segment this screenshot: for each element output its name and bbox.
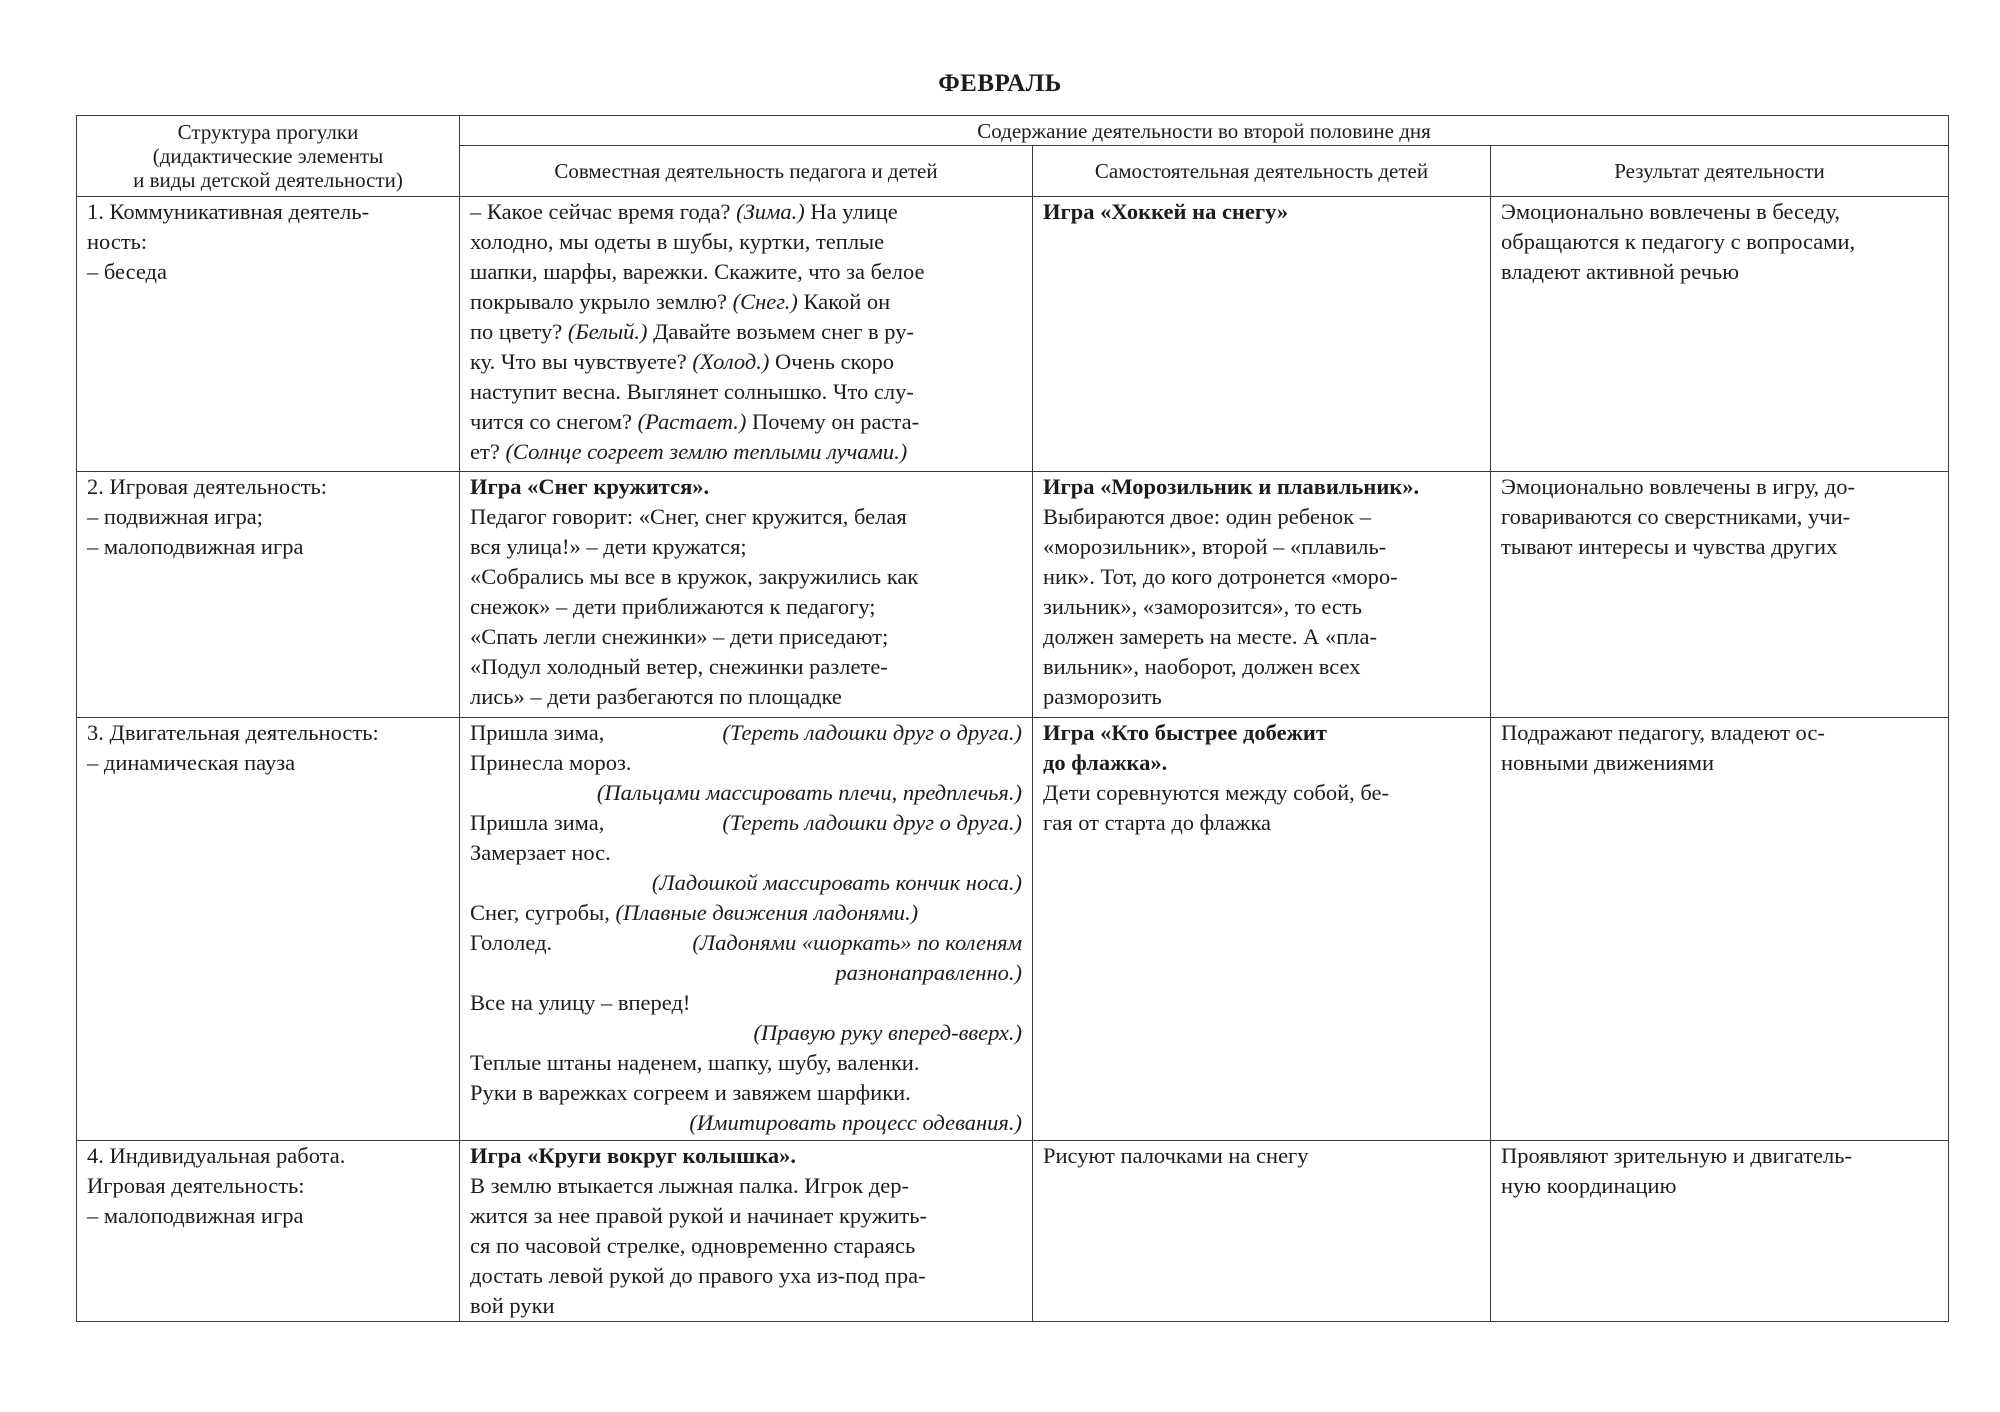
text-line: «Подул холодный ветер, снежинки разлете- <box>470 654 888 679</box>
game-title: Игра «Морозильник и плавильник». <box>1043 474 1420 499</box>
text-line: новными движениями <box>1501 750 1715 775</box>
page-title: ФЕВРАЛЬ <box>938 70 1062 97</box>
text-line: Эмоционально вовлечены в беседу, <box>1501 199 1841 224</box>
result-cell <box>1491 472 1949 718</box>
instruction-text: (Зима.) <box>736 199 805 224</box>
text-fragment: ет? <box>470 439 506 464</box>
text-line <box>470 347 1022 377</box>
result-cell <box>1491 718 1949 1141</box>
text-line: наступит весна. Выглянет солнышко. Что слу- <box>470 379 914 404</box>
text-fragment: покрывало укрыло землю? <box>470 289 733 314</box>
text-line: Педагог говорит: «Снег, снег кружится, белая <box>470 504 907 529</box>
text-fragment: – Какое сейчас время года? <box>470 199 737 224</box>
text-line: снежок» – дети приближаются к педагогу; <box>470 594 876 619</box>
text-line: Все на улицу – вперед! <box>470 990 691 1015</box>
text-line: В землю втыкается лыжная палка. Игрок дер- <box>470 1173 909 1198</box>
text-line: Эмоционально вовлечены в игру, до- <box>1501 474 1856 499</box>
text-fragment: Гололед. <box>470 930 553 955</box>
text-line: – малоподвижная игра <box>87 1203 304 1228</box>
instruction-text: (Ладонями «шоркать» по коленям <box>692 930 1022 955</box>
text-line: 1. Коммуникативная деятель- <box>87 199 370 224</box>
text-fragment: Очень скоро <box>769 349 895 374</box>
text-line: Замерзает нос. <box>470 840 611 865</box>
text-line: – подвижная игра; <box>87 504 263 529</box>
text-fragment: чится со снегом? <box>470 409 638 434</box>
text-fragment: Какой он <box>797 289 891 314</box>
header-structure <box>77 116 460 197</box>
joint-activity-cell <box>460 718 1033 1141</box>
header-row <box>77 116 1949 146</box>
result-cell <box>1491 197 1949 472</box>
structure-cell <box>77 1141 460 1322</box>
text-line <box>470 287 1022 317</box>
text-line: ник». Тот, до кого дотронется «моро- <box>1043 564 1398 589</box>
text-line: Игровая деятельность: <box>87 1173 305 1198</box>
independent-activity-cell <box>1033 472 1491 718</box>
text-line: Проявляют зрительную и двигатель- <box>1501 1143 1852 1168</box>
text-line <box>470 197 1022 227</box>
text-line: достать левой рукой до правого уха из-под пра- <box>470 1263 926 1288</box>
text-line: 2. Игровая деятельность: <box>87 474 328 499</box>
instruction-text: (Тереть ладошки друг о друга.) <box>722 810 1022 835</box>
instruction-text: (Белый.) <box>567 319 648 344</box>
structure-cell <box>77 197 460 472</box>
header-result: Результат деятельности <box>1491 146 1949 197</box>
text-line: Выбираются двое: один ребенок – <box>1043 504 1371 529</box>
text-line: «морозильник», второй – «плавиль- <box>1043 534 1387 559</box>
text-line: ную координацию <box>1501 1173 1677 1198</box>
joint-activity-cell <box>460 1141 1033 1322</box>
instruction-text: (Тереть ладошки друг о друга.) <box>722 720 1022 745</box>
text-fragment <box>77 116 1949 1322</box>
text-line: должен замереть на месте. А «пла- <box>1043 624 1377 649</box>
text-line: и виды детской деятельности) <box>133 168 403 192</box>
text-line: вся улица!» – дети кружатся; <box>470 534 747 559</box>
text-line: Подражают педагогу, владеют ос- <box>1501 720 1825 745</box>
structure-cell <box>77 718 460 1141</box>
text-line: говариваются со сверстниками, учи- <box>1501 504 1851 529</box>
text-line: – беседа <box>87 259 167 284</box>
text-line: лись» – дети разбегаются по площадке <box>470 684 842 709</box>
text-line: ность: <box>87 229 148 254</box>
text-line <box>470 928 1022 958</box>
activity-table <box>76 115 1949 1322</box>
header-joint: Совместная деятельность педагога и детей <box>460 146 1033 197</box>
text-line: «Собрались мы все в кружок, закружились как <box>470 564 919 589</box>
text-line: Принесла мороз. <box>470 750 632 775</box>
independent-activity-cell <box>1033 197 1491 472</box>
text-line: ся по часовой стрелке, одновременно стараясь <box>470 1233 916 1258</box>
text-line: владеют активной речью <box>1501 259 1740 284</box>
text-fragment: Давайте возьмем снег в ру- <box>647 319 914 344</box>
instruction-text: (Снег.) <box>732 289 798 314</box>
instruction-text: разнонаправленно.) <box>835 960 1022 985</box>
text-line: до флажка». <box>1043 750 1168 775</box>
text-line: Структура прогулки <box>177 120 359 144</box>
game-title: Игра «Кто быстрее добежит <box>1043 720 1327 745</box>
header-content-group: Содержание деятельности во второй половине дня <box>460 116 1949 146</box>
instruction-text: (Холод.) <box>692 349 770 374</box>
instruction-text: (Растает.) <box>637 409 747 434</box>
text-fragment: Почему он раста- <box>746 409 920 434</box>
text-fragment: На улице <box>804 199 898 224</box>
text-fragment: Пришла зима, <box>470 810 605 835</box>
result-cell <box>1491 1141 1949 1322</box>
table-row <box>77 1141 1949 1322</box>
text-line <box>470 437 1022 467</box>
text-line: вильник», наоборот, должен всех <box>1043 654 1361 679</box>
instruction-text: (Ладошкой массировать кончик носа.) <box>651 870 1022 895</box>
table-row <box>77 197 1949 472</box>
game-title: Игра «Круги вокруг колышка». <box>470 1143 797 1168</box>
text-line: – динамическая пауза <box>87 750 296 775</box>
text-line: тывают интересы и чувства других <box>1501 534 1838 559</box>
text-line: жится за нее правой рукой и начинает кружить- <box>470 1203 927 1228</box>
table-row <box>77 718 1949 1141</box>
text-line <box>470 808 1022 838</box>
text-line: «Спать легли снежинки» – дети приседают; <box>470 624 889 649</box>
text-line: Рисуют палочками на снегу <box>1043 1143 1309 1168</box>
text-line <box>470 718 1022 748</box>
instruction-text: (Имитировать процесс одевания.) <box>689 1110 1022 1135</box>
text-line: 4. Индивидуальная работа. <box>87 1143 346 1168</box>
table-row <box>77 472 1949 718</box>
text-line <box>470 898 1022 928</box>
text-line: гая от старта до флажка <box>1043 810 1272 835</box>
text-line: вой руки <box>470 1293 555 1318</box>
joint-activity-cell <box>460 472 1033 718</box>
game-title: Игра «Хоккей на снегу» <box>1043 199 1289 224</box>
text-line <box>470 317 1022 347</box>
text-fragment: ку. Что вы чувствуете? <box>470 349 693 374</box>
text-line: 3. Двигательная деятельность: <box>87 720 379 745</box>
text-line: разморозить <box>1043 684 1162 709</box>
text-fragment: по цвету? <box>470 319 568 344</box>
independent-activity-cell <box>1033 718 1491 1141</box>
game-title: Игра «Снег кружится». <box>470 474 710 499</box>
text-line: Теплые штаны наденем, шапку, шубу, валенки. <box>470 1050 920 1075</box>
text-line: Дети соревнуются между собой, бе- <box>1043 780 1390 805</box>
text-line: холодно, мы одеты в шубы, куртки, теплые <box>470 229 885 254</box>
instruction-text: (Солнце согреет землю теплыми лучами.) <box>505 439 908 464</box>
header-independent: Самостоятельная деятельность детей <box>1033 146 1491 197</box>
text-line: – малоподвижная игра <box>87 534 304 559</box>
joint-activity-cell <box>460 197 1033 472</box>
structure-cell <box>77 472 460 718</box>
text-fragment: Пришла зима, <box>470 720 605 745</box>
independent-activity-cell <box>1033 1141 1491 1322</box>
text-line: Руки в варежках согреем и завяжем шарфики. <box>470 1080 911 1105</box>
instruction-text: (Пальцами массировать плечи, предплечья.) <box>596 780 1022 805</box>
text-line: (дидактические элементы <box>152 144 384 168</box>
instruction-text: (Правую руку вперед-вверх.) <box>753 1020 1022 1045</box>
text-line: шапки, шарфы, варежки. Скажите, что за белое <box>470 259 925 284</box>
text-line: зильник», «заморозится», то есть <box>1043 594 1362 619</box>
text-line <box>470 407 1022 437</box>
instruction-text: (Плавные движения ладонями.) <box>615 900 919 925</box>
text-line: обращаются к педагогу с вопросами, <box>1501 229 1856 254</box>
text-fragment: Снег, сугробы, <box>470 900 616 925</box>
